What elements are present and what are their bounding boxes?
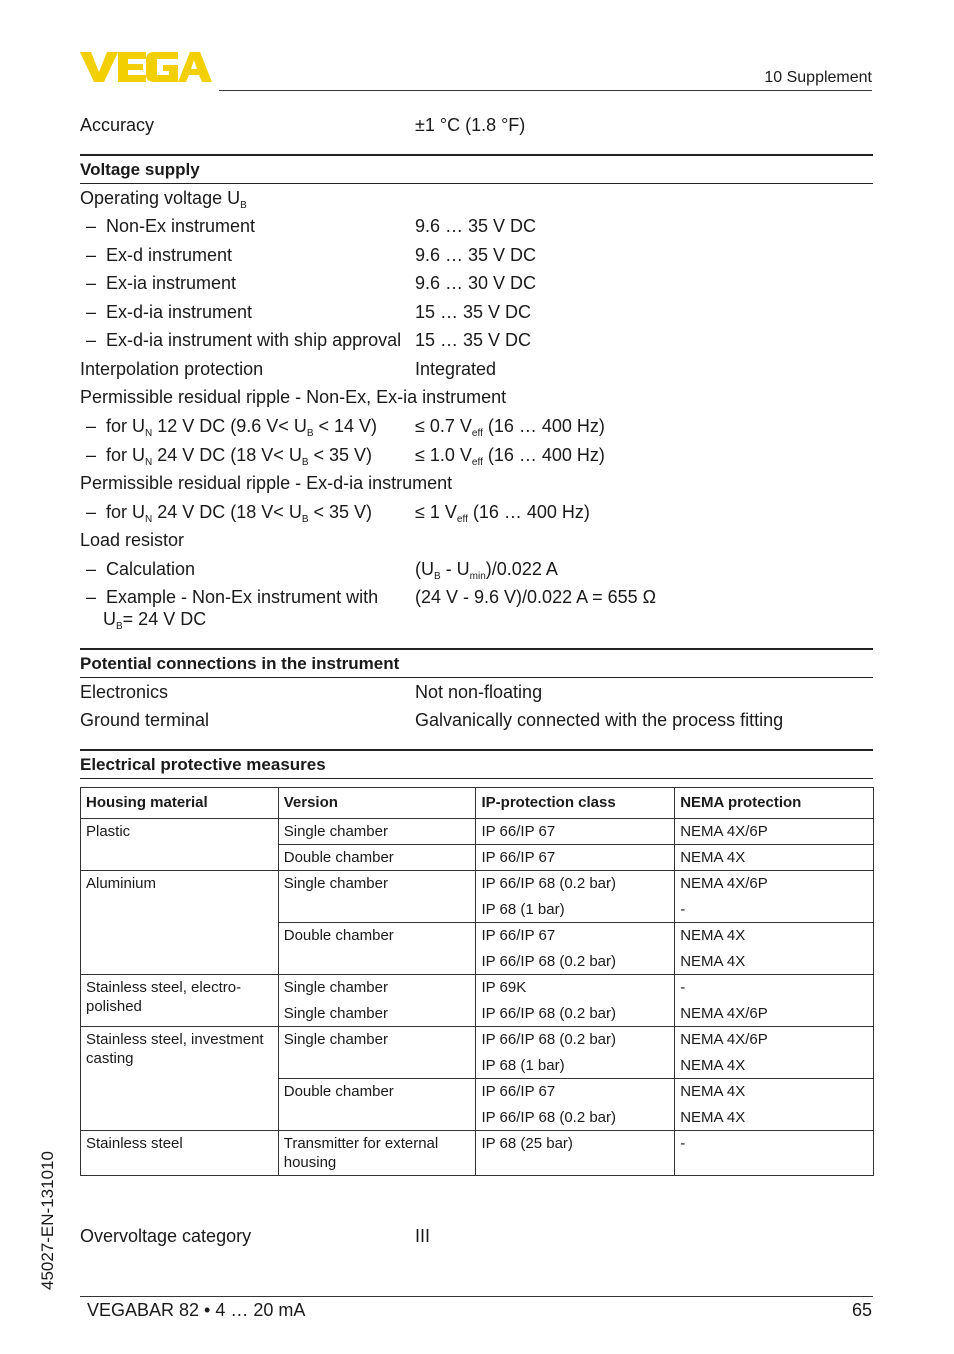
section-rule (80, 749, 873, 751)
voltage-supply-title: Voltage supply (80, 160, 200, 179)
voltage-item-value: 15 … 35 V DC (415, 302, 532, 322)
voltage-item-value: 9.6 … 30 V DC (415, 273, 537, 293)
example-value: (24 V - 9.6 V)/0.022 A = 655 Ω (415, 587, 657, 607)
voltage-item-label: – Ex-d-ia instrument (86, 302, 253, 322)
potential-title: Potential connections in the instrument (80, 654, 400, 673)
ip-class-cell: IP 66/IP 67 (476, 819, 675, 845)
column-header: IP-protection class (476, 788, 675, 819)
table-row (81, 923, 874, 975)
voltage-item-label: – Ex-d-ia instrument with ship approval (86, 330, 402, 350)
nema-cell: NEMA 4X NEMA 4X (675, 923, 874, 975)
ripple-item-label: – for $U_N$ 12 V DC (9.6 $V< U_B < 14$ V) (86, 416, 378, 439)
ripple-item-value: ≤ 0.7 $V_{eff}$ (16 … 400 Hz) (415, 416, 605, 439)
nema-cell: NEMA 4X (675, 845, 874, 871)
interpolation-value: Integrated (415, 359, 497, 379)
housing-material-cell: Aluminium (81, 871, 279, 923)
housing-material-cell (81, 1079, 279, 1131)
protection-table (80, 787, 874, 1176)
accuracy-value: ±1 °C (1.8 °F) (415, 115, 526, 135)
voltage-item-value: 9.6 … 35 V DC (415, 216, 537, 236)
housing-material-cell: Stainless steel, investment casting (81, 1027, 279, 1079)
ripple-item-value: ≤ 1.0 $V_{eff}$ (16 … 400 Hz) (415, 445, 605, 468)
version-cell: Single chamber (278, 871, 476, 923)
column-header: NEMA protection (675, 788, 874, 819)
housing-material-cell (81, 845, 279, 871)
voltage-item-label: – Ex-d instrument (86, 245, 233, 265)
vega-logo (80, 50, 212, 84)
ripple-item-label: – for $U_N$ 24 V DC (18 $V< U_B < 35$ V) (86, 445, 373, 468)
version-cell: Double chamber (278, 845, 476, 871)
ripple-item-value: ≤ 1 $V_{eff}$ (16 … 400 Hz) (415, 502, 590, 525)
ip-class-cell: IP 66/IP 68 (0.2 bar) IP 68 (1 bar) (476, 871, 675, 923)
protective-title: Electrical protective measures (80, 755, 326, 774)
version-cell: Transmitter for external housing (278, 1131, 476, 1176)
load-resistor-title: Load resistor (80, 530, 185, 550)
ripple-item-label: – for $U_N$ 24 V DC (18 $V< U_B < 35$ V) (86, 502, 373, 525)
accuracy-label: Accuracy (80, 115, 155, 135)
housing-material-cell: Stainless steel (81, 1131, 279, 1176)
table-row (81, 871, 874, 923)
overvoltage-label: Overvoltage category (80, 1226, 252, 1246)
ip-class-cell: IP 66/IP 68 (0.2 bar) IP 68 (1 bar) (476, 1027, 675, 1079)
nema-cell: NEMA 4X/6P - (675, 871, 874, 923)
table-row (81, 1131, 874, 1176)
voltage-item-label: – Non-Ex instrument (86, 216, 256, 236)
document-number: 45027-EN-131010 (38, 1151, 57, 1290)
ip-class-cell: IP 68 (25 bar) (476, 1131, 675, 1176)
ip-class-cell: IP 69K IP 66/IP 68 (0.2 bar) (476, 975, 675, 1027)
housing-material-cell: Stainless steel, electro-polished (81, 975, 279, 1027)
version-cell: Double chamber (278, 1079, 476, 1131)
column-header: Version (278, 788, 476, 819)
table-row (81, 975, 874, 1027)
table-header-row (81, 788, 874, 819)
voltage-item-label: – Ex-ia instrument (86, 273, 237, 293)
table-row (81, 1027, 874, 1079)
example-label-line2: $U_B= 24$ V DC (103, 609, 207, 632)
version-cell: Single chamber Single chamber (278, 975, 476, 1027)
section-rule (80, 154, 873, 156)
header-rule (219, 90, 872, 91)
version-cell: Single chamber (278, 1027, 476, 1079)
section-rule (80, 778, 873, 779)
housing-material-cell (81, 923, 279, 975)
ripple-title: Permissible residual ripple - Non-Ex, Ex-ia instrument (80, 387, 507, 407)
page-number: 65 (851, 1300, 872, 1320)
ip-class-cell: IP 66/IP 67 (476, 845, 675, 871)
interpolation-label: Interpolation protection (80, 359, 264, 379)
operating-voltage-label: Operating voltage $U_B$ (80, 188, 247, 211)
ground-value: Galvanically connected with the process fitting (415, 710, 784, 730)
section-rule (80, 677, 873, 678)
overvoltage-value: III (415, 1226, 431, 1246)
voltage-item-value: 9.6 … 35 V DC (415, 245, 537, 265)
table-row (81, 819, 874, 845)
table-row (81, 845, 874, 871)
table-row (81, 1079, 874, 1131)
ground-label: Ground terminal (80, 710, 210, 730)
ip-class-cell: IP 66/IP 67 IP 66/IP 68 (0.2 bar) (476, 923, 675, 975)
column-header: Housing material (81, 788, 279, 819)
version-cell: Double chamber (278, 923, 476, 975)
nema-cell: NEMA 4X/6P NEMA 4X (675, 1027, 874, 1079)
section-rule (80, 648, 873, 650)
nema-cell: - (675, 1131, 874, 1176)
nema-cell: - NEMA 4X/6P (675, 975, 874, 1027)
housing-material-cell: Plastic (81, 819, 279, 845)
section-header: 10 Supplement (764, 69, 872, 86)
ip-class-cell: IP 66/IP 67 IP 66/IP 68 (0.2 bar) (476, 1079, 675, 1131)
version-cell: Single chamber (278, 819, 476, 845)
footer-product: VEGABAR 82 • 4 … 20 mA (87, 1300, 306, 1320)
calculation-label: – Calculation (86, 559, 196, 579)
nema-cell: NEMA 4X NEMA 4X (675, 1079, 874, 1131)
electronics-value: Not non-floating (415, 682, 543, 702)
ripple-title: Permissible residual ripple - Ex-d-ia instrument (80, 473, 453, 493)
calculation-value: $(U_B - U_{min})/0.022$ A (415, 559, 558, 582)
footer-rule (80, 1296, 873, 1297)
nema-cell: NEMA 4X/6P (675, 819, 874, 845)
electronics-label: Electronics (80, 682, 169, 702)
section-rule (80, 183, 873, 184)
example-label: – Example - Non-Ex instrument with (86, 587, 379, 607)
voltage-item-value: 15 … 35 V DC (415, 330, 532, 350)
